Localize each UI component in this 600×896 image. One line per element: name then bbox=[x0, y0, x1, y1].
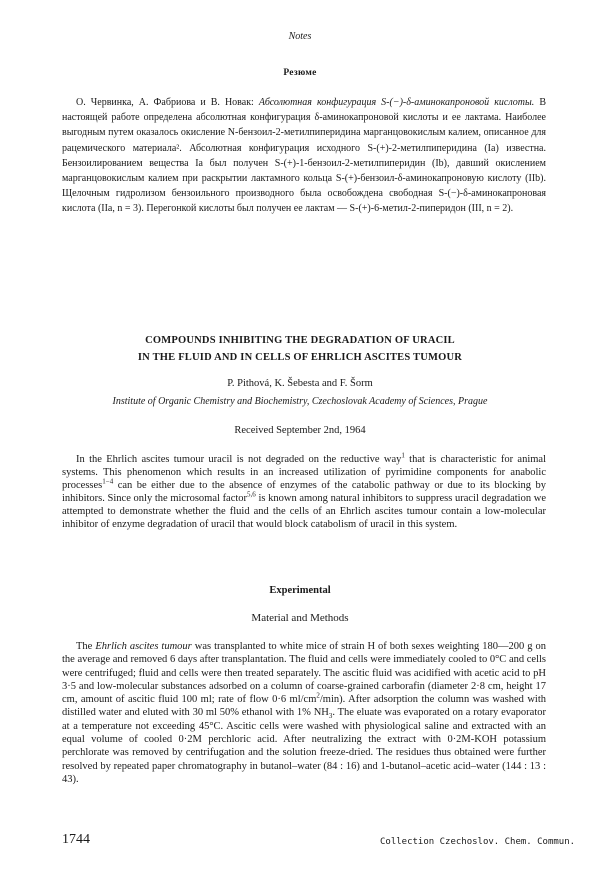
resume-authors: О. Червинка, А. Фабриова и В. Новак: bbox=[76, 97, 254, 108]
running-header: Notes bbox=[288, 31, 312, 42]
journal-footer: Collection Czechoslov. Chem. Commun. bbox=[380, 837, 576, 847]
section-heading-experimental: Experimental bbox=[269, 585, 331, 596]
resume-article-title: Абсолютная конфигурация S-(−)-δ-аминокапроновой кислоты. bbox=[258, 97, 535, 108]
article-title-line-1: COMPOUNDS INHIBITING THE DEGRADATION OF URACIL bbox=[145, 335, 455, 346]
article-title-line-2: IN THE FLUID AND IN CELLS OF EHRLICH ASCITES TUMOUR bbox=[137, 352, 463, 363]
citation-ref: 1 bbox=[401, 451, 405, 460]
intro-paragraph bbox=[62, 453, 546, 532]
methods-text-1: The bbox=[76, 641, 96, 652]
methods-superscript: 2 bbox=[316, 691, 320, 700]
citation-ref: 1−4 bbox=[102, 477, 114, 486]
intro-text-3: can be either due to the absence of enzymes of the catabolic pathway or due to its blocking by inhibitors. Since only the microsomal factor bbox=[62, 480, 546, 505]
intro-text-4: is known among natural inhibitors to suppress uracil degradation we attempted to demonstrate whether the fluid and the cells of an Ehrlich ascites tumour contain a low-molecular inhibitor of enzyme degradation of uracil that would block catabolism of uracil in this system. bbox=[62, 493, 546, 531]
methods-italic-term: Ehrlich ascites tumour bbox=[95, 641, 192, 652]
methods-text-2: was transplanted to white mice of strain H of both sexes weighting 180—200 g on the average and removed 6 days after transplantation. The fluid and cells were immediately cooled to 0°C and cells were centrifuged; fluid and cells were then treated separately. The ascitic fluid was acidified with acetic acid to pH 3·5 and low-molecular substances adsorbed on a column of coarse-grained carborafin (diameter 2·8 cm, height 17 cm, amount of ascitic fluid 100 ml; rate of flow 0·6 ml/cm bbox=[62, 641, 547, 706]
methods-text-4: . The eluate was evaporated on a rotary evaporator at a temperature not exceeding 45°C. Ascitic cells were washed with physiological saline and extracted with an equal volume of cooled 0·2M perchloric acid. After neutralizing the extract with 0·2M-KOH potassium perchlorate was removed by centrifugation and the solution freeze-dried. The residues thus obtained were further resolved by repeated paper chromatography in butanol–water (84 : 16) and 1-butanol–acetic acid–water (144 : 13 : 43). bbox=[62, 707, 546, 785]
intro-text-1: In the Ehrlich ascites tumour uracil is not degraded on the reductive way bbox=[76, 454, 402, 465]
resume-body-text: В настоящей работе определена абсолютная конфигурация δ-аминокапроновой кислоты и ее лактама. Наиболее выгодным путем оказалось окисление N-бензоил-2-метилпиперидина марганцовокислым калием, описанное для рацемического материала². Абсолютная конфигурация исходного S-(+)-2-метилпиперидина (Ia) известна. Бензоилированием вещества Ia был получен S-(+)-1-бензоил-2-метилпиперидин (Ib), давший окислением марганцовокислым калием при раскрытии лактамного кольца S-(+)-бензоил-δ-аминокапроновую кислоту (IIb). Щелочным гидролизом бензоильного производного была освобождена свободная S-(−)-δ-аминокапроновая кислота (IIa, n = 3). Перегонкой кислоты был получен ее лактам — S-(+)-6-метил-2-пиперидон (III, n = 2). bbox=[62, 97, 546, 215]
methods-paragraph bbox=[62, 640, 546, 786]
received-date: Received September 2nd, 1964 bbox=[234, 425, 366, 436]
resume-heading: Резюме bbox=[283, 68, 317, 78]
article-authors: P. Pithová, K. Šebesta and F. Šorm bbox=[227, 378, 373, 389]
intro-text-2: that is characteristic for animal systems. This phenomenon which results in an increased utilization of pyrimidine components for anabolic processes bbox=[62, 454, 546, 492]
page-number: 1744 bbox=[62, 832, 90, 847]
article-title bbox=[0, 332, 600, 366]
citation-ref: 5,6 bbox=[247, 490, 256, 499]
methods-subscript: 3 bbox=[328, 712, 333, 721]
subsection-heading-materials: Material and Methods bbox=[251, 612, 349, 624]
resume-paragraph bbox=[62, 95, 546, 217]
methods-text-3: /min). After adsorption the column was washed with distilled water and eluted with 30 ml 50% ethanol with 1% NH bbox=[62, 694, 546, 719]
article-institute: Institute of Organic Chemistry and Biochemistry, Czechoslovak Academy of Sciences, Prague bbox=[112, 396, 488, 407]
